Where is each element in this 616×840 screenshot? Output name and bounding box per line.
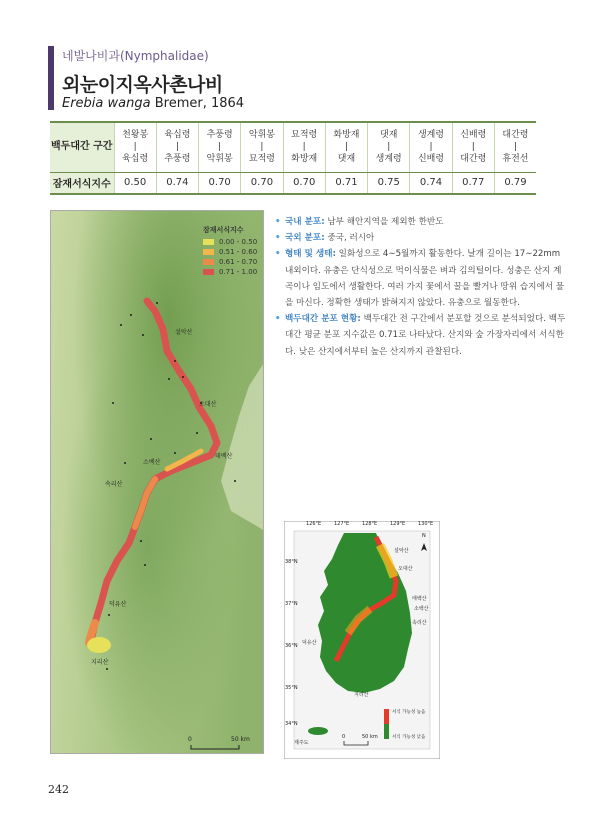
jeju-island xyxy=(308,727,328,735)
segment-start: 댓재 xyxy=(380,130,398,141)
table-row-index xyxy=(50,172,536,194)
lon-label: 128°E xyxy=(362,521,378,527)
header-accent-bar xyxy=(48,46,54,110)
segment-start: 화방재 xyxy=(333,130,360,141)
segment-cell xyxy=(156,122,198,172)
segment-divider: | xyxy=(344,142,348,153)
foreign-label: 국외 분포: xyxy=(285,233,325,244)
segment-divider: | xyxy=(260,142,264,153)
segment-divider: | xyxy=(302,142,306,153)
scale-zero: 0 xyxy=(188,736,192,743)
legend-label: 0.51 - 0.60 xyxy=(219,248,258,256)
segment-end: 악휘봉 xyxy=(206,154,233,165)
national-habitat-map xyxy=(284,521,440,759)
label-taebaek: 태백산 xyxy=(215,453,233,460)
lon-label: 127°E xyxy=(334,521,350,527)
label-odae: 오대산 xyxy=(199,401,217,408)
index-value: 0.70 xyxy=(241,172,283,194)
segment-start: 악휘봉 xyxy=(248,130,275,141)
lat-label: 35°N xyxy=(285,685,298,691)
label-jiri: 지리산 xyxy=(91,659,109,666)
lon-label: 126°E xyxy=(306,521,322,527)
legend-low: 서식 가능성 낮음 xyxy=(392,735,426,740)
domestic-distribution xyxy=(275,214,567,230)
segment-start: 대간령 xyxy=(502,130,529,141)
legend-swatch xyxy=(203,239,214,245)
segment-end: 추풍령 xyxy=(164,154,191,165)
segment-cell xyxy=(452,122,494,172)
segment-end: 댓재 xyxy=(337,154,356,165)
index-value: 0.71 xyxy=(325,172,367,194)
legend-swatch xyxy=(203,259,214,265)
segment-divider: | xyxy=(387,142,391,153)
segment-divider: | xyxy=(471,142,475,153)
segment-start: 육십령 xyxy=(164,130,191,141)
label-seorak: 설악산 xyxy=(394,548,409,554)
legend-item xyxy=(203,258,257,266)
index-value: 0.70 xyxy=(199,172,241,194)
habitat-jiri xyxy=(87,637,111,653)
segment-end: 화방재 xyxy=(291,154,318,165)
legend-item xyxy=(203,268,257,276)
segment-start: 생계령 xyxy=(417,130,445,141)
index-value: 0.74 xyxy=(410,172,452,194)
segment-divider: | xyxy=(429,142,433,153)
segment-end: 신배령 xyxy=(417,154,445,165)
segment-divider: | xyxy=(133,142,137,153)
legend-label: 0.00 - 0.50 xyxy=(219,238,258,246)
domestic-label: 국내 분포: xyxy=(285,217,325,227)
legend-item xyxy=(203,238,257,246)
legend-label: 0.61 - 0.70 xyxy=(219,258,258,266)
index-value: 0.79 xyxy=(494,172,536,194)
label-seorak: 설악산 xyxy=(175,329,193,336)
segment-cell xyxy=(368,122,410,172)
ridge-map-svg xyxy=(51,211,264,754)
table-row-segments xyxy=(50,122,536,172)
legend-swatch xyxy=(203,249,214,255)
label-songni: 속리산 xyxy=(412,620,427,626)
lat-label: 36°N xyxy=(285,643,298,649)
lon-label: 130°E xyxy=(418,521,434,527)
label-sobaek: 소백산 xyxy=(414,606,429,612)
lat-label: 38°N xyxy=(285,559,298,565)
page-number: 242 xyxy=(48,783,69,796)
index-value: 0.74 xyxy=(156,172,198,194)
foreign-distribution xyxy=(275,230,567,246)
segment-start: 추풍령 xyxy=(206,130,233,141)
domestic-text: 남부 해안지역을 제외한 한반도 xyxy=(324,217,444,227)
segment-cell xyxy=(325,122,367,172)
segment-start: 묘적령 xyxy=(291,130,318,141)
legend-title: 잠재서식지수 xyxy=(203,226,244,234)
label-deogyu: 덕유산 xyxy=(302,640,317,646)
legend-item xyxy=(203,248,257,256)
lon-label: 129°E xyxy=(390,521,406,527)
segment-end: 묘적령 xyxy=(248,154,275,165)
ecology-text: 일화성으로 4∼5월까지 활동한다. 날개 길이는 17∼22mm 내외이다. 유충은 단식성으로 먹이식물은 벼과 김의털이다. 성충은 산지 계곡이나 임도에서 생활한다. 여러 가지 꽃에서 꿀을 빨거나 땅위 습지에서 물을 마신다. 정확한 생태가 밝혀지지 않았다. 유충으로 월동한다. xyxy=(285,249,565,309)
label-taebaek: 태백산 xyxy=(412,596,427,602)
segment-cell xyxy=(241,122,283,172)
label-songni: 속리산 xyxy=(105,481,123,488)
index-value: 0.50 xyxy=(114,172,156,194)
legend-bar-low xyxy=(384,724,389,739)
segment-end: 생계령 xyxy=(375,154,402,165)
ridge-status xyxy=(275,311,567,360)
scale-end: 50 km xyxy=(362,734,378,740)
index-value: 0.70 xyxy=(283,172,325,194)
segment-divider: | xyxy=(218,142,222,153)
scale-end: 50 km xyxy=(231,736,250,743)
label-jeju: 제주도 xyxy=(294,740,309,746)
status-text: 백두대간 전 구간에서 분포할 것으로 분석되었다. 백두대간 평균 분포 지수값은 0.71로 나타났다. 산지와 숲 가장자리에서 서식한다. 낮은 산지에서부터 높은 산지까지 관찰된다. xyxy=(285,314,566,357)
legend-label: 0.71 - 1.00 xyxy=(219,268,258,276)
segment-end: 휴전선 xyxy=(502,154,529,165)
legend-swatch xyxy=(203,269,214,275)
segment-divider: | xyxy=(513,142,517,153)
segment-divider: | xyxy=(175,142,179,153)
index-value: 0.77 xyxy=(452,172,494,194)
label-jiri: 지리산 xyxy=(354,692,369,698)
scientific-binomial: Erebia wanga xyxy=(62,96,151,111)
status-label: 백두대간 분포 현황: xyxy=(285,314,361,325)
segment-cell xyxy=(283,122,325,172)
lat-label: 34°N xyxy=(285,721,298,727)
row-header-index: 잠재서식지수 xyxy=(50,172,114,194)
lat-label: 37°N xyxy=(285,601,298,607)
page-title: 외눈이지옥사촌나비 xyxy=(62,74,223,96)
family-name: 네발나비과(Nymphalidae) xyxy=(62,49,209,63)
segment-end: 대간령 xyxy=(460,154,487,165)
segment-cell xyxy=(410,122,452,172)
habitat-index-table xyxy=(50,121,536,195)
label-odae: 오대산 xyxy=(398,566,413,572)
segment-cell xyxy=(114,122,156,172)
ecology-label: 형태 및 생태: xyxy=(285,249,336,260)
index-value: 0.75 xyxy=(368,172,410,194)
label-sobaek: 소백산 xyxy=(143,459,161,466)
label-deogyu: 덕유산 xyxy=(109,601,127,608)
foreign-text: 중국, 러시아 xyxy=(324,233,375,244)
species-description xyxy=(275,214,567,360)
scale-zero: 0 xyxy=(342,734,346,740)
author-year: Bremer, 1864 xyxy=(154,96,245,111)
ecology xyxy=(275,246,567,311)
map-legend xyxy=(203,225,257,278)
segment-cell xyxy=(199,122,241,172)
ridge-habitat-map xyxy=(50,210,264,754)
segment-start: 천왕봉 xyxy=(122,130,149,141)
row-header-segment: 백두대간 구간 xyxy=(50,122,114,172)
segment-end: 육십령 xyxy=(122,154,149,165)
segment-cell xyxy=(494,122,536,172)
segment-start: 신배령 xyxy=(460,130,487,141)
scientific-name xyxy=(62,96,244,111)
legend-high: 서식 가능성 높음 xyxy=(392,710,426,715)
north-label: N xyxy=(422,533,426,539)
